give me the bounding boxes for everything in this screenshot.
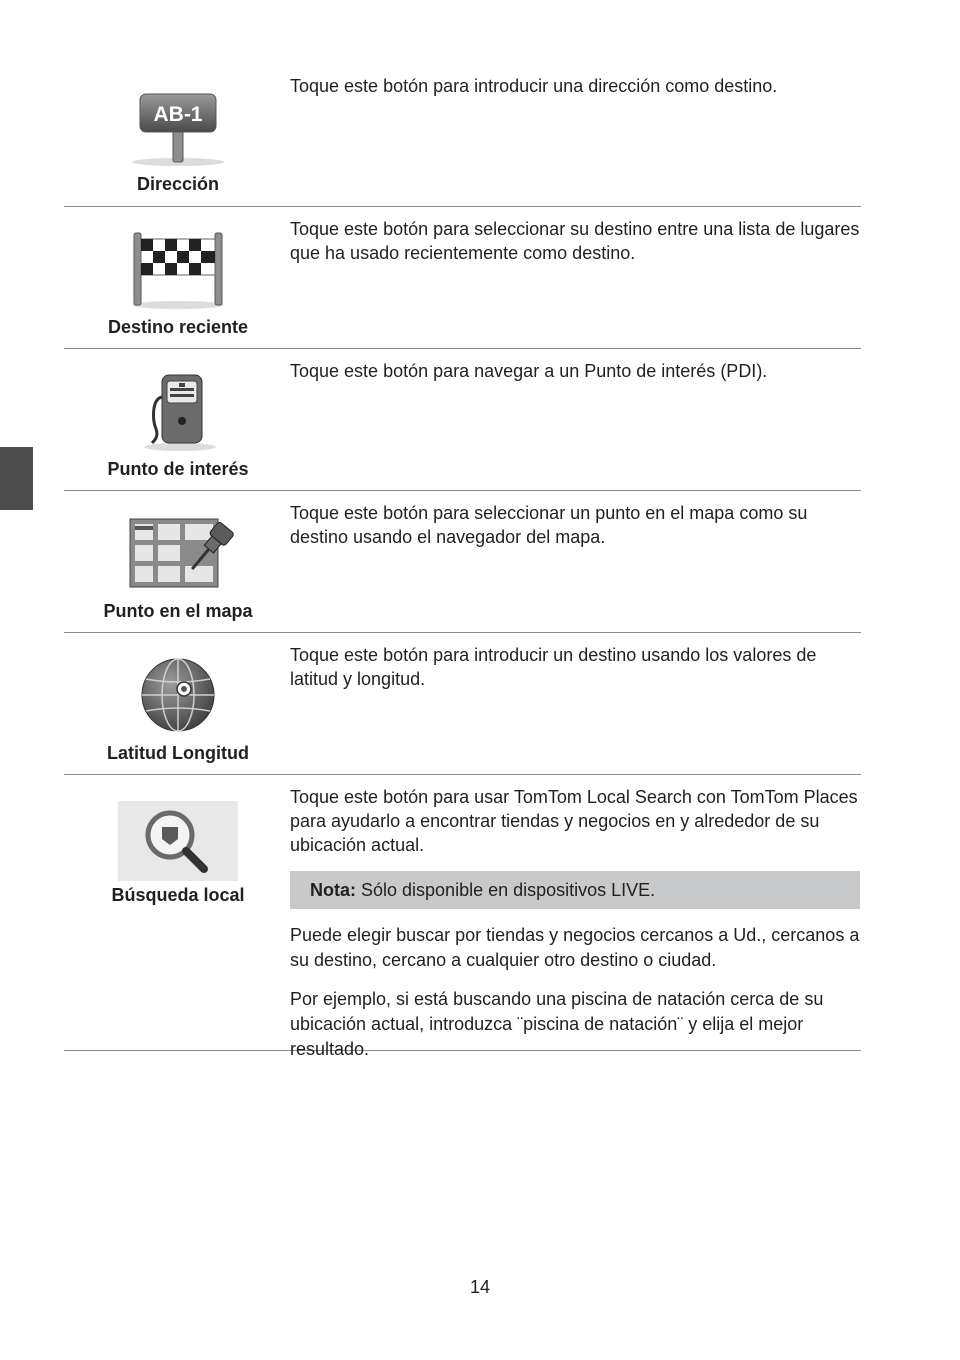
- globe-icon: [118, 655, 238, 735]
- option-button-recent[interactable]: [64, 207, 292, 348]
- option-description-address: Toque este botón para introducir una dirección como destino.: [290, 76, 778, 96]
- magnifier-icon: [118, 801, 238, 881]
- option-label-address: Dirección: [136, 174, 220, 194]
- svg-text:AB-1: AB-1: [153, 103, 203, 126]
- option-button-map-point[interactable]: [64, 491, 292, 632]
- fuel-pump-icon: [118, 371, 238, 451]
- note-label: Nota:: [310, 880, 356, 900]
- section-tab: [0, 447, 33, 510]
- option-label-local-search: Búsqueda local: [111, 885, 245, 905]
- address-sign-icon: [118, 86, 238, 166]
- note-box: [290, 871, 860, 909]
- option-row-map-point: [64, 491, 861, 633]
- option-description-map-point: Toque este botón para seleccionar un punto en el mapa como su destino usando el navegador del mapa.: [290, 503, 808, 547]
- option-button-local-search[interactable]: [64, 775, 292, 1050]
- option-description-poi: Toque este botón para navegar a un Punto de interés (PDI).: [290, 361, 768, 381]
- map-pin-icon: [118, 513, 238, 593]
- note-text: Sólo disponible en dispositivos LIVE.: [356, 880, 656, 900]
- option-description-local-search: Toque este botón para usar TomTom Local Search con TomTom Places para ayudarlo a encontrar tiendas y negocios en y alrededor de su ubicación actual.: [290, 787, 858, 855]
- option-description-recent: Toque este botón para seleccionar su destino entre una lista de lugares que ha usado recientemente como destino.: [290, 219, 860, 263]
- local-search-paragraph-2: Por ejemplo, si está buscando una piscina de natación cerca de su ubicación actual, introduzca ¨piscina de natación¨ y elija el mejor resultado.: [290, 989, 824, 1059]
- option-row-latlong: [64, 633, 861, 775]
- option-row-address: [64, 64, 861, 207]
- destination-options-table: [64, 64, 861, 1059]
- option-button-address[interactable]: [64, 64, 292, 206]
- local-search-paragraph-1: Puede elegir buscar por tiendas y negocios cercanos a Ud., cercanos a su destino, cercano a cualquier otro destino o ciudad.: [290, 925, 860, 970]
- option-description-latlong: Toque este botón para introducir un destino usando los valores de latitud y longitud.: [290, 645, 817, 689]
- option-label-poi: Punto de interés: [107, 459, 249, 479]
- option-label-recent: Destino reciente: [107, 317, 249, 337]
- option-row-recent: [64, 207, 861, 349]
- option-label-map-point: Punto en el mapa: [103, 601, 253, 621]
- checkered-flag-icon: [118, 229, 238, 309]
- option-button-latlong[interactable]: [64, 633, 292, 774]
- page-number: 14: [469, 1277, 491, 1297]
- option-button-poi[interactable]: [64, 349, 292, 490]
- option-row-local-search: [64, 775, 861, 1059]
- option-row-poi: [64, 349, 861, 491]
- option-label-latlong: Latitud Longitud: [107, 743, 249, 763]
